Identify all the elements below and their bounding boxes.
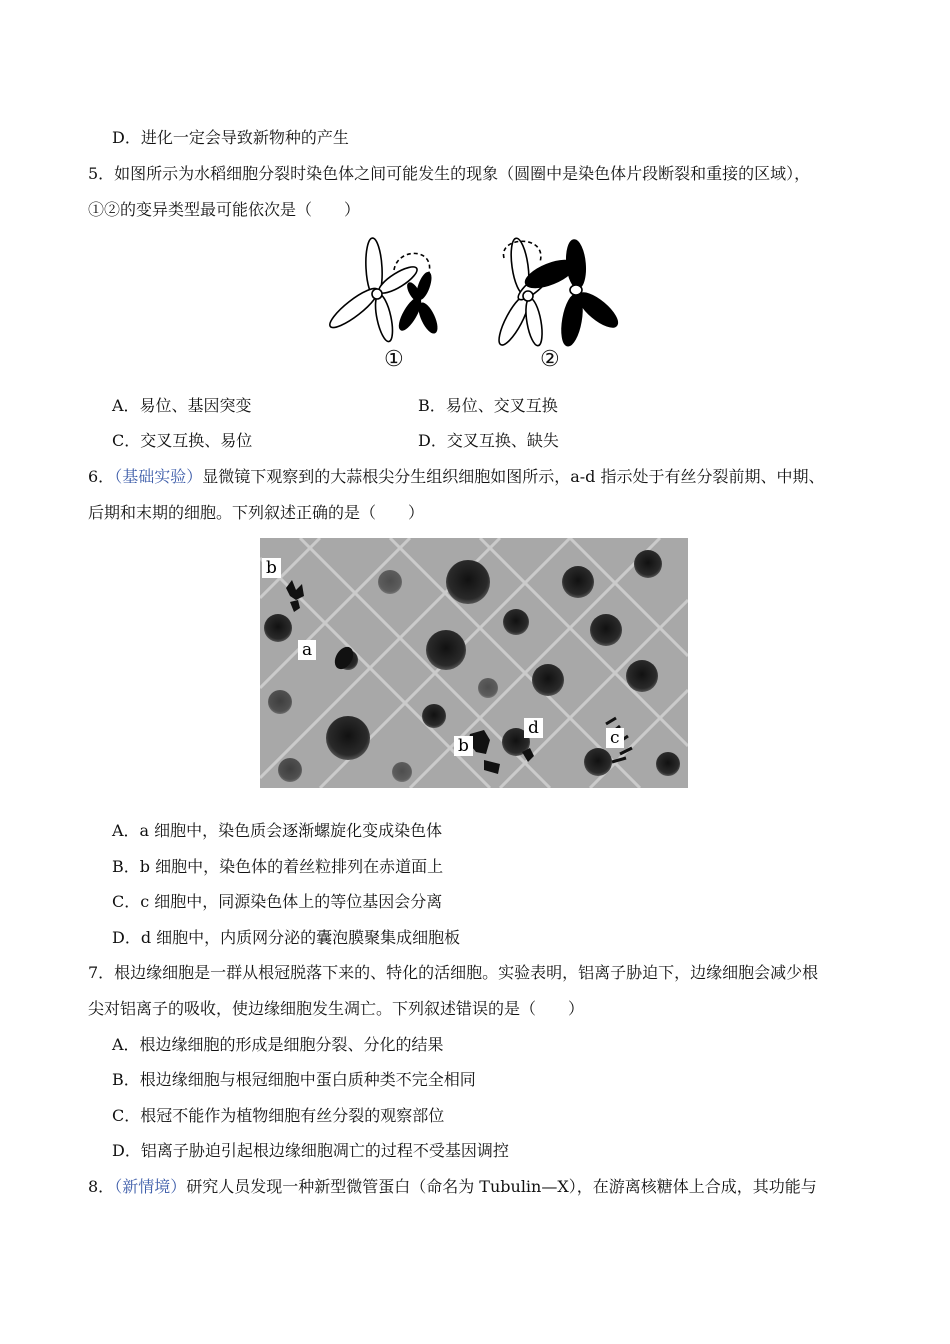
q7-stem-line2: 尖对铝离子的吸收，使边缘细胞发生凋亡。下列叙述错误的是（ ）	[88, 999, 585, 1018]
q5-option-b: B．易位、交叉互换	[418, 396, 558, 415]
micrograph	[260, 538, 688, 788]
micro-label-b-top: b	[262, 558, 281, 578]
q7-stem-line1: 7．根边缘细胞是一群从根冠脱落下来的、特化的活细胞。实验表明，铝离子胁迫下，边缘细胞会减少根	[88, 963, 819, 982]
chromosome-pair-1	[328, 238, 440, 343]
chromosome-diagram	[328, 236, 620, 372]
q5-option-a: A．易位、基因突变	[112, 396, 252, 415]
chromosome-pair-2	[494, 237, 620, 348]
q7-option-d: D．铝离子胁迫引起根边缘细胞凋亡的过程不受基因调控	[112, 1141, 509, 1160]
q6-option-d: D．d 细胞中，内质网分泌的囊泡膜聚集成细胞板	[112, 928, 461, 947]
micro-label-b-bottom: b	[454, 736, 473, 756]
q6-stem-text: 显微镜下观察到的大蒜根尖分生组织细胞如图所示，a-d 指示处于有丝分裂前期、中期、	[202, 467, 825, 486]
q6-number: 6．	[88, 467, 115, 486]
q5-option-c: C．交叉互换、易位	[112, 431, 253, 450]
q4-option-d: D．进化一定会导致新物种的产生	[112, 128, 349, 147]
figure-label-2: ②	[540, 347, 560, 372]
q7-option-b: B．根边缘细胞与根冠细胞中蛋白质种类不完全相同	[112, 1070, 476, 1089]
q7-option-a: A．根边缘细胞的形成是细胞分裂、分化的结果	[112, 1035, 444, 1054]
q6-option-a: A．a 细胞中，染色质会逐渐螺旋化变成染色体	[112, 821, 443, 840]
q7-option-c: C．根冠不能作为植物细胞有丝分裂的观察部位	[112, 1106, 445, 1125]
q8-number: 8．	[88, 1177, 115, 1196]
q6-option-b: B．b 细胞中，染色体的着丝粒排列在赤道面上	[112, 857, 444, 876]
micrograph-image	[260, 538, 688, 788]
q6-option-c: C．c 细胞中，同源染色体上的等位基因会分离	[112, 892, 443, 911]
q8-stem-text: 研究人员发现一种新型微管蛋白（命名为 Tubulin—X），在游离核糖体上合成，其功能与	[186, 1177, 817, 1196]
q5-option-d: D．交叉互换、缺失	[418, 431, 559, 450]
q8-tag: （新情境）	[114, 1177, 187, 1196]
micro-label-d: d	[524, 718, 543, 738]
figure-label-1: ①	[384, 347, 404, 372]
q8-stem-line1	[88, 1176, 817, 1198]
chromosome-figure	[328, 236, 620, 372]
q6-tag: （基础实验）	[114, 467, 203, 486]
q6-stem-line2: 后期和末期的细胞。下列叙述正确的是（ ）	[88, 503, 425, 522]
q5-stem-line2: ①②的变异类型最可能依次是（ ）	[88, 200, 361, 219]
micro-label-c: c	[606, 728, 624, 748]
q5-stem-line1: 5．如图所示为水稻细胞分裂时染色体之间可能发生的现象（圆圈中是染色体片段断裂和重接的区域），	[88, 164, 811, 183]
micro-label-a: a	[298, 640, 316, 660]
q6-stem-line1	[88, 466, 824, 488]
